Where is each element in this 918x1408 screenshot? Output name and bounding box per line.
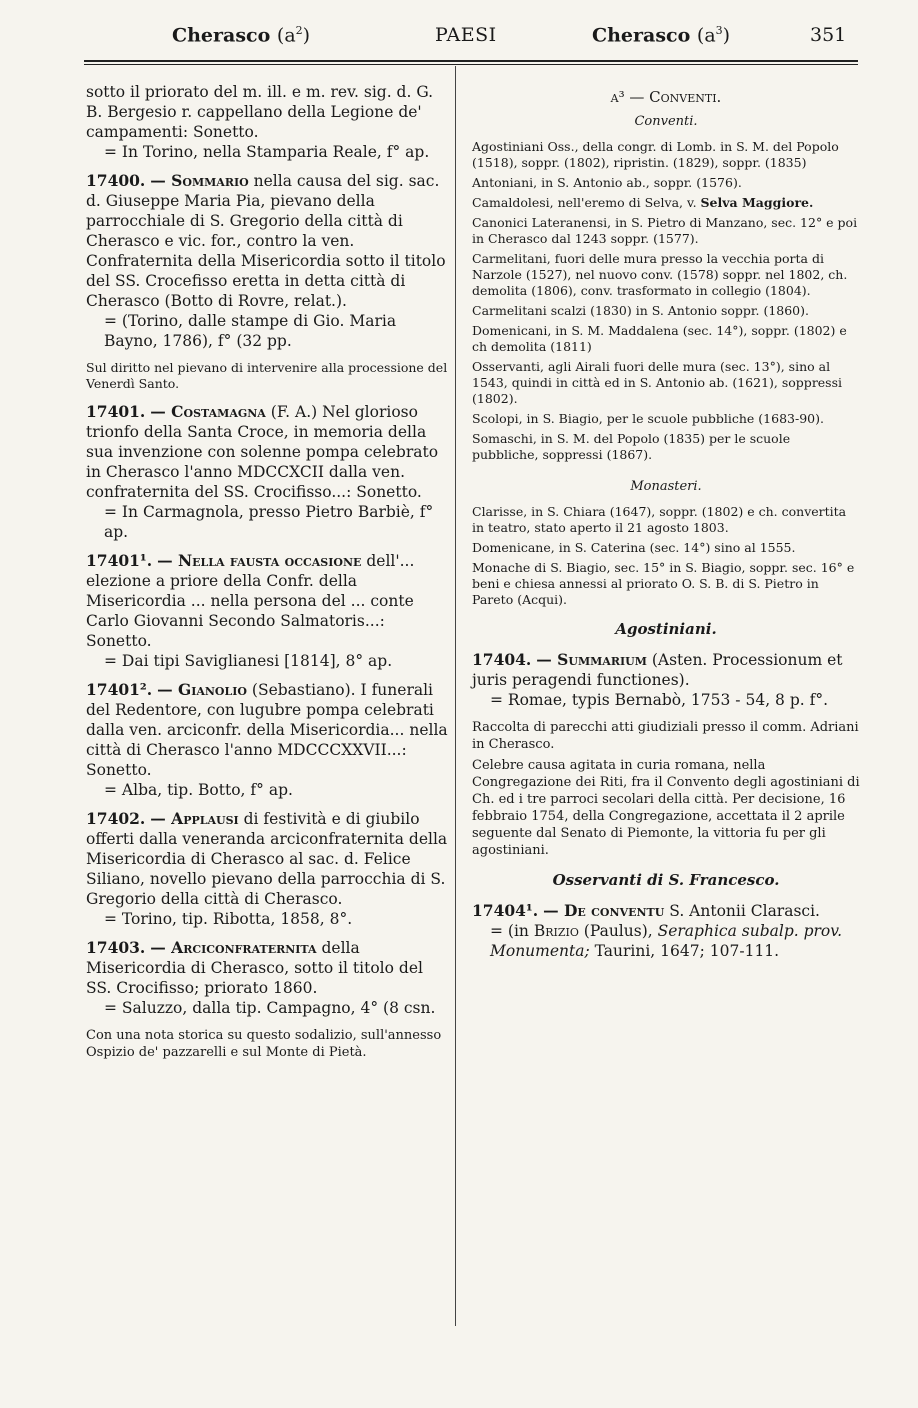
convent-osservanti: Osservanti, agli Airali fuori delle mura (sec. 13°), sino al 1543, quindi in città ed in S. Antonio ab. (1621), soppressi (1802). — [472, 359, 843, 406]
monastery-clarisse: Clarisse, in S. Chiara (1647), soppr. (1802) e ch. convertita in teatro, stato aperto il 21 agosto 1803. — [472, 504, 847, 535]
entry-17404: 17404. — Summarium (Asten. Processionum et juris peragendi functiones). — [472, 650, 843, 689]
entry-17404-1-imprint: = (in Brizio (Paulus), Seraphica subalp. prov. Monumenta; Taurini, 1647; 107-111. — [490, 922, 843, 960]
convent-scolopi: Scolopi, in S. Biagio, per le scuole pubbliche (1683-90). — [472, 411, 824, 426]
entry-17401: 17401. — Costamagna (F. A.) Nel glorioso trionfo della Santa Croce, in memoria della sua invenzione con solenne pompa celebrato in Cherasco l'anno MDCCXCII dalla ven. confraternita del SS. Crocifisso...: Sonetto. — [86, 402, 439, 501]
entry-17403: 17403. — Arciconfraternita della Misericordia di Cherasco, sotto il titolo del SS. Crocifisso; priorato 1860. — [86, 938, 423, 997]
subheading-conventi: Conventi. — [634, 114, 698, 129]
convent-carmelitani-scalzi: Carmelitani scalzi (1830) in S. Antonio soppr. (1860). — [472, 303, 809, 318]
subheading-agostiniani: Agostiniani. — [615, 620, 717, 638]
convent-domenicani: Domenicani, in S. M. Maddalena (sec. 14°), soppr. (1802) e ch demolita (1811) — [472, 323, 847, 354]
entry-17404-note2: Celebre causa agitata in curia romana, nella Congregazione dei Riti, fra il Convento degli agostiniani di Ch. ed i tre parroci secolari della città. Per decisione, 16 febbraio 1754, della Congregazione, accettata il 2 aprile seguente dal Senato di Piemonte, la vittoria fu per gli agostiniani. — [472, 758, 860, 858]
entry-imprint: = In Torino, nella Stamparia Reale, f° ap. — [104, 143, 430, 161]
convent-canonici: Canonici Lateranensi, in S. Pietro di Manzano, sec. 12° e poi in Cherasco dal 1243 soppr. (1577). — [472, 215, 858, 246]
left-column — [86, 82, 448, 1071]
header-right: Cherasco $(a^3)$ — [592, 24, 731, 47]
entry-17403-note: Con una nota storica su questo sodalizio, sull'annesso Ospizio de' pazzarelli e sul Monte di Pietà. — [86, 1028, 442, 1060]
entry-17404-1: 17404¹. — De conventu S. Antonii Clarasci. — [472, 901, 820, 920]
section-title-conventi: a³ — Conventi. — [610, 88, 722, 106]
header-left: Cherasco $(a^2)$ — [172, 24, 311, 47]
entry-17404-note1: Raccolta di parecchi atti giudiziali presso il comm. Adriani in Cherasco. — [472, 720, 859, 752]
header-center: PAESI — [435, 24, 497, 46]
convent-carmelitani: Carmelitani, fuori delle mura presso la vecchia porta di Narzole (1527), nel nuovo conv. (1578) soppr. nel 1802, ch. demolita (1806), conv. trasformato in collegio (1804). — [472, 251, 848, 298]
convent-camaldolesi: Camaldolesi, nell'eremo di Selva, v. Selva Maggiore. — [472, 195, 814, 210]
entry-17401-1-imprint: = Dai tipi Saviglianesi [1814], 8° ap. — [104, 652, 393, 670]
subheading-monasteri: Monasteri. — [630, 479, 702, 494]
convent-agostiniani: Agostiniani Oss., della congr. di Lomb. in S. M. del Popolo (1518), soppr. (1802), ripristin. (1829), soppr. (1835) — [472, 139, 839, 170]
header-rule-thick — [84, 60, 858, 62]
page-number: 351 — [810, 24, 847, 46]
entry-17401-imprint: = In Carmagnola, presso Pietro Barbiè, f° ap. — [104, 503, 434, 541]
subheading-osservanti: Osservanti di S. Francesco. — [552, 871, 780, 889]
entry-17401-2-imprint: = Alba, tip. Botto, f° ap. — [104, 781, 293, 799]
entry-17401-1: 17401¹. — Nella fausta occasione dell'... elezione a priore della Confr. della Misericordia ... nella persona del ... conte Carlo Giovanni Secondo Salmatoris...: Sonetto. — [86, 551, 415, 650]
entry-17400-imprint: = (Torino, dalle stampe di Gio. Maria Bayno, 1786), f° (32 pp. — [104, 312, 397, 350]
running-header — [60, 18, 858, 52]
entry-17403-imprint: = Saluzzo, dalla tip. Campagno, 4° (8 csn. — [104, 999, 436, 1017]
monastery-domenicane: Domenicane, in S. Caterina (sec. 14°) sino al 1555. — [472, 540, 796, 555]
convent-somaschi: Somaschi, in S. M. del Popolo (1835) per le scuole pubbliche, soppressi (1867). — [472, 431, 791, 462]
header-rule-thin — [84, 64, 858, 65]
monastery-monache-biagio: Monache di S. Biagio, sec. 15° in S. Biagio, soppr. sec. 16° e beni e chiesa annessi al priorato O. S. B. di S. Pietro in Pareto (Acqui). — [472, 560, 855, 607]
entry-17402-imprint: = Torino, tip. Ribotta, 1858, 8°. — [104, 910, 353, 928]
entry-17400: 17400. — Sommario nella causa del sig. sac. d. Giuseppe Maria Pia, pievano della parrocchiale di S. Gregorio della città di Cherasco e vic. for., contro la ven. Confraternita della Misericordia sotto il titolo del SS. Crocefisso eretta in detta città di Cherasco (Botto di Rovre, relat.). — [86, 171, 446, 310]
entry-17400-note: Sul diritto nel pievano di intervenire alla processione del Venerdì Santo. — [86, 360, 448, 391]
right-column — [472, 82, 860, 970]
entry-17401-2: 17401². — Gianolio (Sebastiano). I funerali del Redentore, con lugubre pompa celebrati dalla ven. arciconfr. della Misericordia... nella città di Cherasco l'anno MDCCCXXVII...: Sonetto. — [86, 680, 448, 779]
entry-continued: sotto il priorato del m. ill. e m. rev. sig. d. G. B. Bergesio r. cappellano della Legione de' campamenti: Sonetto. — [86, 83, 434, 141]
column-separator — [455, 66, 456, 1326]
convent-antoniani: Antoniani, in S. Antonio ab., soppr. (1576). — [472, 175, 742, 190]
entry-17404-imprint: = Romae, typis Bernabò, 1753 - 54, 8 p. f°. — [490, 691, 829, 709]
entry-17402: 17402. — Applausi di festività e di giubilo offerti dalla veneranda arciconfraternita della Misericordia di Cherasco al sac. d. Felice Siliano, novello pievano della parrocchia di S. Gregorio della città di Cherasco. — [86, 809, 448, 908]
